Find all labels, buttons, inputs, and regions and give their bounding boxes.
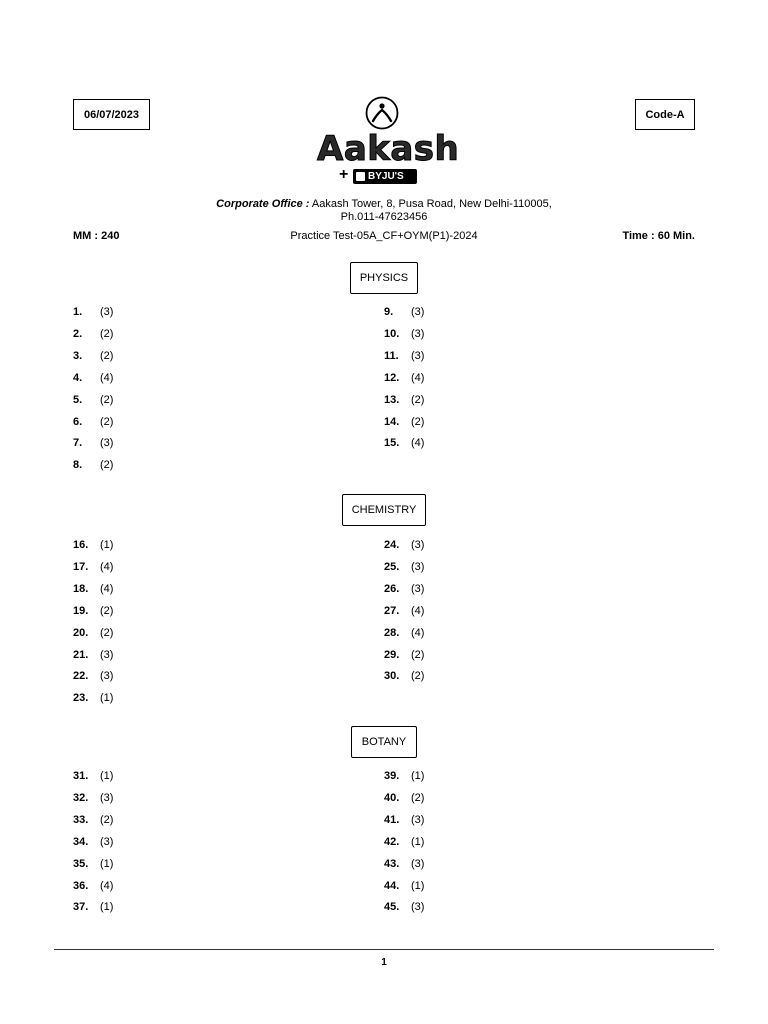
answer-row xyxy=(73,791,113,805)
answer-row xyxy=(384,538,424,552)
answer-row xyxy=(384,900,424,914)
answer-row xyxy=(384,791,424,805)
question-number: 14. xyxy=(384,415,400,428)
question-number: 22. xyxy=(73,670,89,683)
question-number: 40. xyxy=(384,791,400,804)
answer-option: (1) xyxy=(100,539,114,551)
question-number: 10. xyxy=(384,327,400,340)
question-number: 32. xyxy=(73,791,89,804)
answer-option: (2) xyxy=(100,604,114,617)
answer-row xyxy=(73,436,113,450)
answer-option: (4) xyxy=(411,437,425,450)
answer-row xyxy=(73,626,113,640)
code-box xyxy=(635,99,695,130)
office-phone: Ph.011-47623456 xyxy=(340,211,428,223)
question-number: 8. xyxy=(73,459,83,472)
question-number: 39. xyxy=(384,770,400,782)
answer-row xyxy=(384,879,424,893)
answer-row xyxy=(384,857,424,871)
answer-option: (4) xyxy=(100,582,114,595)
answer-option: (3) xyxy=(411,857,425,870)
answer-row xyxy=(73,327,113,341)
code-text: Code-A xyxy=(645,108,685,121)
answer-option: (2) xyxy=(100,393,114,406)
byjus-text: BYJU'S xyxy=(368,171,404,182)
corporate-office xyxy=(0,198,768,224)
answer-row xyxy=(73,349,113,363)
office-address: Aakash Tower, 8, Pusa Road, New Delhi-110005, xyxy=(311,198,552,210)
answer-row xyxy=(73,813,113,827)
answer-option: (4) xyxy=(411,604,425,617)
answer-row xyxy=(384,648,424,662)
answer-option: (2) xyxy=(100,459,114,472)
answer-option: (3) xyxy=(411,560,425,573)
question-number: 19. xyxy=(73,604,89,617)
answer-option: (1) xyxy=(100,770,114,782)
answer-option: (3) xyxy=(411,539,425,551)
answer-row xyxy=(73,835,113,849)
answer-row xyxy=(384,582,424,596)
question-number: 12. xyxy=(384,371,400,384)
question-number: 5. xyxy=(73,393,83,406)
answer-option: (2) xyxy=(100,415,114,428)
answer-option: (3) xyxy=(100,437,114,450)
question-number: 43. xyxy=(384,857,400,870)
answer-row xyxy=(73,900,113,914)
answer-option: (1) xyxy=(411,835,425,848)
max-marks: MM : 240 xyxy=(73,230,120,242)
answer-option: (3) xyxy=(411,582,425,595)
answer-row xyxy=(384,393,424,407)
answer-option: (2) xyxy=(100,327,114,340)
answer-row xyxy=(73,582,113,596)
answer-row xyxy=(73,604,113,618)
answer-row xyxy=(384,436,424,450)
answer-row xyxy=(73,669,113,683)
question-number: 27. xyxy=(384,604,400,617)
question-number: 15. xyxy=(384,437,400,450)
question-number: 25. xyxy=(384,560,400,573)
question-number: 2. xyxy=(73,327,83,340)
question-number: 4. xyxy=(73,371,83,384)
answer-option: (2) xyxy=(411,393,425,406)
section-title: PHYSICS xyxy=(359,272,409,284)
answer-option: (1) xyxy=(100,857,114,870)
question-number: 3. xyxy=(73,349,83,362)
answer-option: (2) xyxy=(411,415,425,428)
answer-row xyxy=(384,669,424,683)
answer-row xyxy=(384,769,424,783)
question-number: 6. xyxy=(73,415,83,428)
question-number: 23. xyxy=(73,692,89,705)
question-number: 9. xyxy=(384,306,394,318)
date-box xyxy=(73,99,150,130)
answer-row xyxy=(384,349,424,363)
answer-option: (3) xyxy=(100,670,114,683)
answer-row xyxy=(73,769,113,783)
question-number: 26. xyxy=(384,582,400,595)
question-number: 45. xyxy=(384,901,400,914)
answer-row xyxy=(73,538,113,552)
time-limit: Time : 60 Min. xyxy=(622,230,695,242)
question-number: 35. xyxy=(73,857,89,870)
answer-option: (3) xyxy=(411,349,425,362)
question-number: 11. xyxy=(384,349,399,362)
question-number: 42. xyxy=(384,835,400,848)
question-number: 16. xyxy=(73,539,89,551)
answer-option: (3) xyxy=(411,813,425,826)
answer-row xyxy=(73,648,113,662)
answer-row xyxy=(73,560,113,574)
answer-option: (3) xyxy=(100,648,114,661)
answer-option: (3) xyxy=(100,835,114,848)
question-number: 17. xyxy=(73,560,89,573)
answer-option: (2) xyxy=(100,626,114,639)
answer-option: (1) xyxy=(411,770,425,782)
answer-row xyxy=(73,691,113,705)
question-number: 18. xyxy=(73,582,89,595)
question-number: 41. xyxy=(384,813,400,826)
answer-option: (3) xyxy=(100,306,114,318)
answer-row xyxy=(384,835,424,849)
footer-divider xyxy=(54,949,714,950)
answer-option: (2) xyxy=(411,670,425,683)
question-number: 24. xyxy=(384,539,400,551)
answer-row xyxy=(384,604,424,618)
section-title-box xyxy=(342,494,426,526)
question-number: 20. xyxy=(73,626,89,639)
section-title: BOTANY xyxy=(361,736,407,748)
answer-option: (4) xyxy=(411,626,425,639)
logo-wordmark: Aakash xyxy=(317,129,460,169)
logo-plus: + xyxy=(339,166,349,183)
page-number: 1 xyxy=(381,957,387,968)
answer-row xyxy=(73,879,113,893)
question-number: 37. xyxy=(73,901,89,914)
answer-row xyxy=(384,813,424,827)
answer-row xyxy=(384,560,424,574)
question-number: 31. xyxy=(73,770,89,782)
answer-row xyxy=(384,305,424,319)
answer-option: (1) xyxy=(411,879,425,892)
question-number: 34. xyxy=(73,835,89,848)
question-number: 29. xyxy=(384,648,400,661)
byjus-badge xyxy=(353,169,417,184)
answer-option: (3) xyxy=(411,327,425,340)
date-text: 06/07/2023 xyxy=(83,108,140,121)
question-number: 33. xyxy=(73,813,89,826)
question-number: 1. xyxy=(73,306,83,318)
answer-option: (1) xyxy=(100,692,114,705)
aakash-byjus-logo xyxy=(315,96,460,188)
answer-option: (2) xyxy=(411,648,425,661)
question-number: 36. xyxy=(73,879,89,892)
aakash-symbol-icon xyxy=(365,96,399,130)
answer-row xyxy=(73,371,113,385)
answer-row xyxy=(73,393,113,407)
section-title-box xyxy=(350,262,418,294)
test-name: Practice Test-05A_CF+OYM(P1)-2024 xyxy=(290,230,478,242)
answer-option: (2) xyxy=(100,349,114,362)
answer-option: (3) xyxy=(411,306,425,318)
section-title-box xyxy=(351,726,417,758)
byjus-b-icon xyxy=(356,172,365,181)
answer-option: (3) xyxy=(411,901,425,914)
answer-option: (4) xyxy=(411,371,425,384)
answer-option: (2) xyxy=(411,791,425,804)
question-number: 21. xyxy=(73,648,89,661)
question-number: 13. xyxy=(384,393,400,406)
answer-row xyxy=(384,415,424,429)
answer-option: (4) xyxy=(100,879,114,892)
answer-row xyxy=(73,415,113,429)
answer-row xyxy=(384,327,424,341)
answer-option: (3) xyxy=(100,791,114,804)
question-number: 28. xyxy=(384,626,400,639)
office-label: Corporate Office : xyxy=(216,198,310,210)
answer-row xyxy=(73,305,113,319)
answer-option: (4) xyxy=(100,560,114,573)
question-number: 44. xyxy=(384,879,400,892)
answer-row xyxy=(73,857,113,871)
question-number: 7. xyxy=(73,437,83,450)
answer-row xyxy=(384,626,424,640)
answer-option: (2) xyxy=(100,813,114,826)
answer-row xyxy=(384,371,424,385)
answer-option: (1) xyxy=(100,901,114,914)
question-number: 30. xyxy=(384,670,400,683)
answer-row xyxy=(73,458,113,472)
answer-option: (4) xyxy=(100,371,114,384)
section-title: CHEMISTRY xyxy=(351,504,417,516)
